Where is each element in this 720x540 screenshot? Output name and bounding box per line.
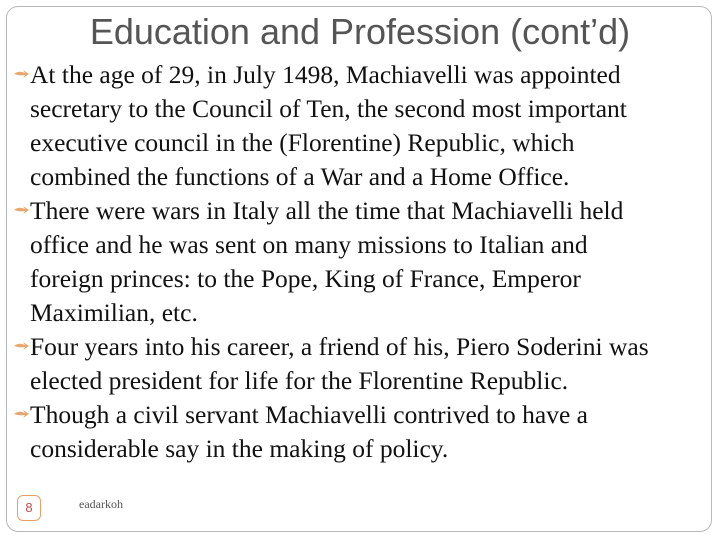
- arrow-bullet-icon: [12, 65, 30, 83]
- bullet-list: [12, 58, 716, 466]
- arrow-bullet-icon: [12, 405, 30, 423]
- bullet-line: Maximilian, etc.: [30, 298, 198, 327]
- page-number: 8: [17, 495, 41, 521]
- bullet-item: [12, 330, 716, 398]
- bullet-item: [12, 194, 716, 330]
- bullet-line: Four years into his career, a friend of his, Piero Soderini was: [30, 332, 649, 361]
- bullet-line: There were wars in Italy all the time that Machiavelli held: [30, 196, 624, 225]
- bullet-line: secretary to the Council of Ten, the second most important: [30, 94, 627, 123]
- bullet-item: [12, 58, 716, 194]
- bullet-line: foreign princes: to the Pope, King of France, Emperor: [30, 264, 581, 293]
- bullet-line: combined the functions of a War and a Home Office.: [30, 162, 570, 191]
- bullet-line: At the age of 29, in July 1498, Machiavelli was appointed: [30, 60, 621, 89]
- arrow-bullet-icon: [12, 337, 30, 355]
- bullet-line: considerable say in the making of policy.: [30, 434, 449, 463]
- bullet-line: office and he was sent on many missions to Italian and: [30, 230, 588, 259]
- bullet-line: Though a civil servant Machiavelli contrived to have a: [30, 400, 588, 429]
- footer-author: eadarkoh: [79, 497, 123, 511]
- arrow-bullet-icon: [12, 201, 30, 219]
- bullet-line: elected president for life for the Florentine Republic.: [30, 366, 569, 395]
- bullet-item: [12, 398, 716, 466]
- slide-title: Education and Profession (cont’d): [89, 11, 631, 52]
- bullet-line: executive council in the (Florentine) Republic, which: [30, 128, 575, 157]
